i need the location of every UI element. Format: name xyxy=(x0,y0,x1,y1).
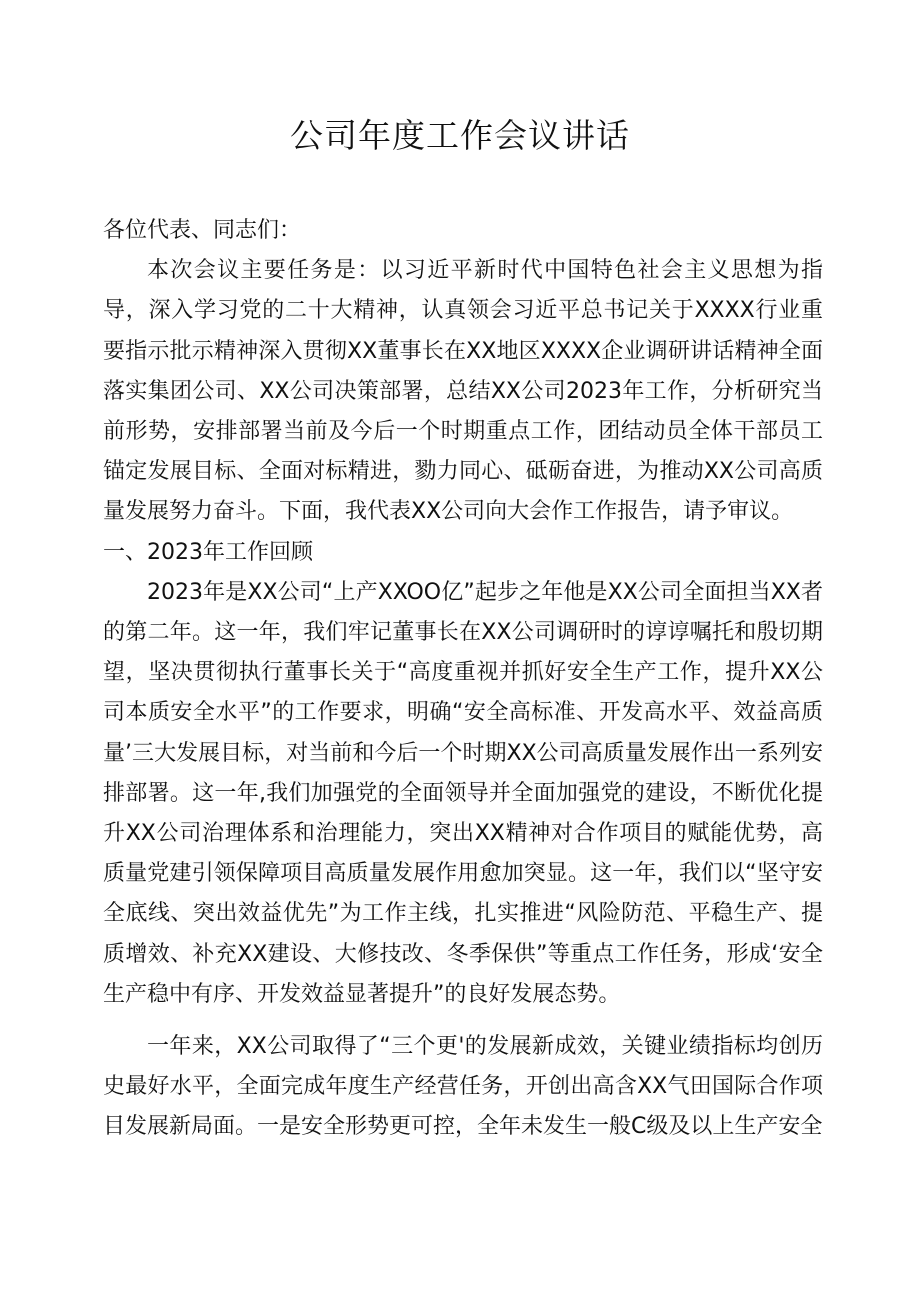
document-title: 公司年度工作会议讲话 xyxy=(290,116,630,155)
section-heading: 一、2023年工作回顾 xyxy=(103,539,313,565)
document-body xyxy=(103,211,823,1148)
review-paragraph-1: 2023年是XX公司“上产XXOO亿”起步之年他是XX公司全面担当XX者的第二年。这一年，我们牢记董事长在XX公司调研时的谆谆嘱托和殷切期望，坚决贯彻执行董事长关于“高度重视并抓好安全生产工作，提升XX公司本质安全水平”的工作要求，明确“安全高标准、开发高水平、效益高质量’三大发展目标，对当前和今后一个时期XX公司高质量发展作出一系列安排部署。这一年,我们加强党的全面领导并全面加强党的建设，不断优化提升XX公司治理体系和治理能力，突出XX精神对合作项目的赋能优势，高质量党建引领保障项目高质量发展作用愈加突显。这一年，我们以“坚守安全底线、突出效益优先”为工作主线，扎实推进“风险防范、平稳生产、提质增效、补充XX建设、大修技改、冬季保供”等重点工作任务，形成‘安全生产稳中有序、开发效益显著提升”的良好发展态势。 xyxy=(103,579,823,1007)
intro-paragraph: 本次会议主要任务是：以习近平新时代中国特色社会主义思想为指导，深入学习党的二十大精神，认真领会习近平总书记关于XXXX行业重要指示批示精神深入贯彻XX董事长在XX地区XXXX企业调研讲话精神全面落实集团公司、XX公司决策部署，总结XX公司2023年工作，分析研究当前形势，安排部署当前及今后一个时期重点工作，团结动员全体干部员工锚定发展目标、全面对标精进，勠力同心、砥砺奋进，为推动XX公司高质量发展努力奋斗。下面，我代表XX公司向大会作工作报告，请予审议。 xyxy=(103,258,823,525)
greeting-line: 各位代表、同志们： xyxy=(103,218,302,243)
review-paragraph-2: 一年来，XX公司取得了“三个更'的发展新成效，关键业绩指标均创历史最好水平，全面完成年度生产经营任务，开创出高含XX气田国际合作项目发展新局面。一是安全形势更可控，全年未发生一般C级及以上生产安全 xyxy=(103,1034,823,1140)
